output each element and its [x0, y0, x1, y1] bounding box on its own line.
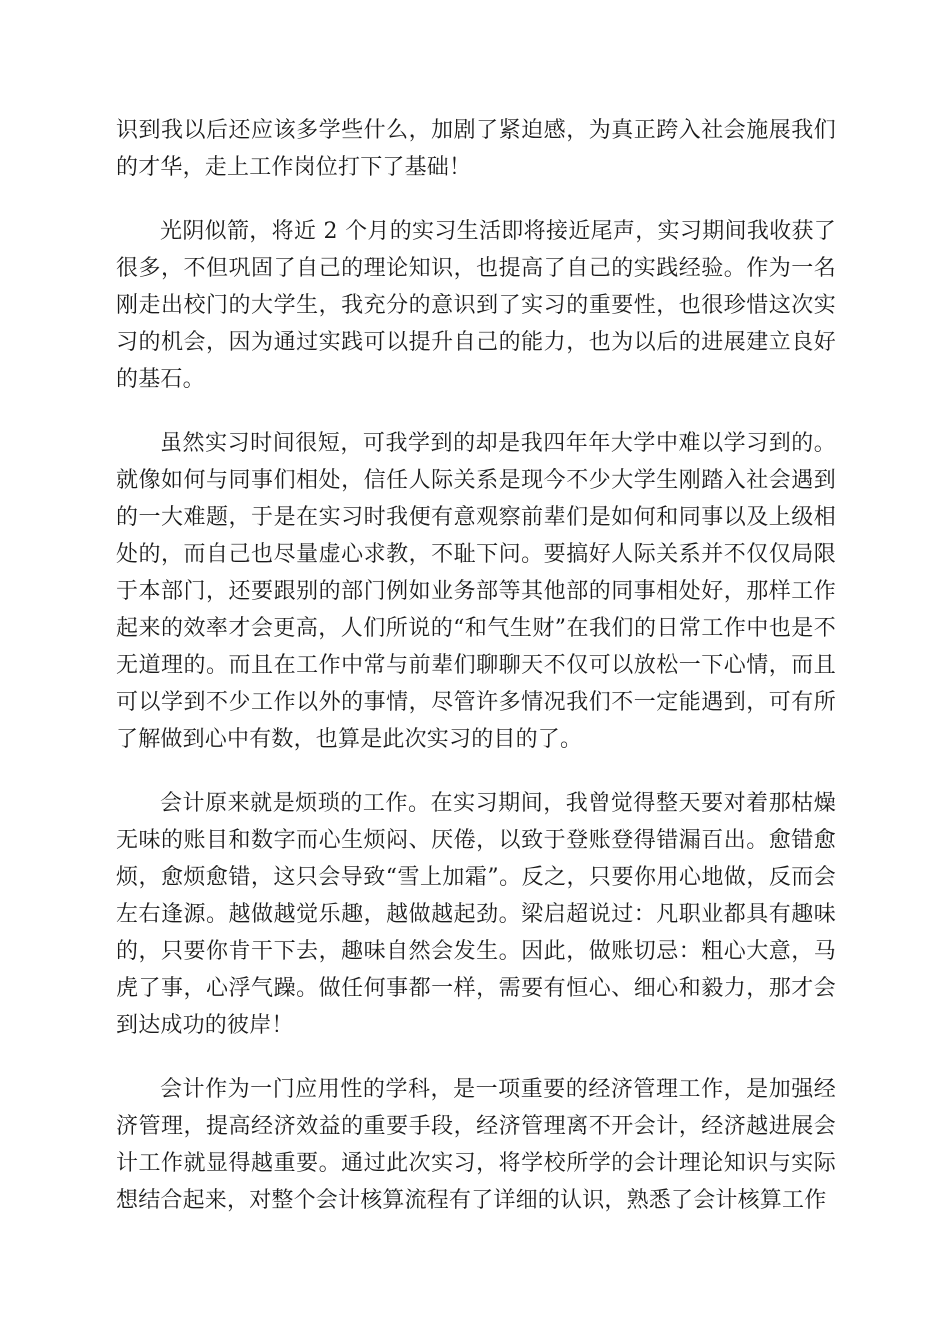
- paragraph-accounting-discipline: 会计作为一门应用性的学科，是一项重要的经济管理工作，是加强经济管理，提高经济效益的重要手段，经济管理离不开会计，经济越进展会计工作就显得越重要。通过此次实习，将学校所学的会计理论知识与实际想结合起来，对整个会计核算流程有了详细的认识，熟悉了会计核算工作: [116, 1077, 836, 1213]
- paragraph-time-flies: 光阴似箭，将近 2 个月的实习生活即将接近尾声，实习期间我收获了很多，不但巩固了自己的理论知识，也提高了自己的实践经验。作为一名刚走出校门的大学生，我充分的意识到了实习的重要性，也很珍惜这次实习的机会，因为通过实践可以提升自己的能力，也为以后的进展建立良好的基石。: [116, 219, 836, 392]
- paragraph-relationships: 虽然实习时间很短，可我学到的却是我四年年大学中难以学习到的。就像如何与同事们相处，信任人际关系是现今不少大学生刚踏入社会遇到的一大难题，于是在实习时我便有意观察前辈们是如何和同事以及上级相处的，而自己也尽量虚心求教，不耻下问。要搞好人际关系并不仅仅局限于本部门，还要跟别的部门例如业务部等其他部的同事相处好，那样工作起来的效率才会更高，人们所说的“和气生财”在我们的日常工作中也是不无道理的。而且在工作中常与前辈们聊聊天不仅可以放松一下心情，而且可以学到不少工作以外的事情，尽管许多情况我们不一定能遇到，可有所了解做到心中有数，也算是此次实习的目的了。: [116, 431, 836, 752]
- paragraph-gap: [116, 1044, 836, 1071]
- paragraph-gap: [116, 186, 836, 213]
- document-body: [116, 112, 836, 1219]
- paragraph-gap: [116, 398, 836, 425]
- paragraph-gap: [116, 758, 836, 785]
- paragraph-accounting-tedious: 会计原来就是烦琐的工作。在实习期间，我曾觉得整天要对着那枯燥无味的账目和数字而心生烦闷、厌倦，以致于登账登得错漏百出。愈错愈烦，愈烦愈错，这只会导致“雪上加霜”。反之，只要你用心地做，反而会左右逢源。越做越觉乐趣，越做越起劲。梁启超说过：凡职业都具有趣味的，只要你肯干下去，趣味自然会发生。因此，做账切忌：粗心大意，马虎了事，心浮气躁。做任何事都一样，需要有恒心、细心和毅力，那才会到达成功的彼岸！: [116, 791, 836, 1038]
- paragraph-continued: 识到我以后还应该多学些什么，加剧了紧迫感，为真正跨入社会施展我们的才华，走上工作岗位打下了基础！: [116, 118, 836, 180]
